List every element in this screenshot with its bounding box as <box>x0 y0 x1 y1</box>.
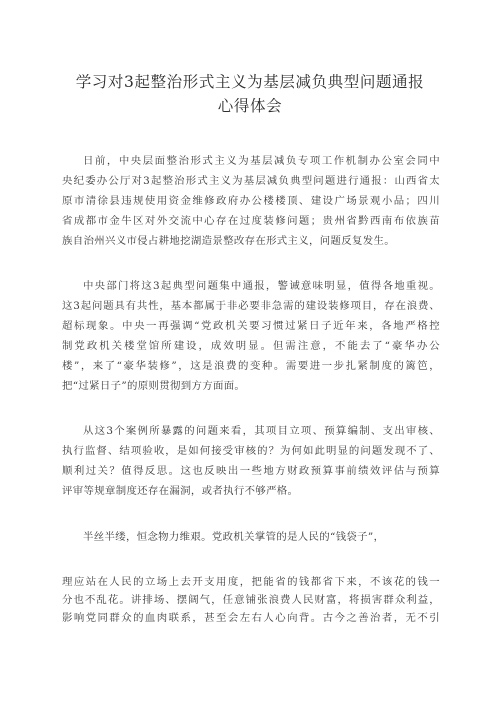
paragraph-line: 楼”，来了“豪华装修”，这是浪费的变种。需要进一步扎紧制度的篱笆， <box>62 360 440 372</box>
paragraph-line: 执行监督、结项验收，是如何接受审核的？为何如此明显的问题发现不了、 <box>62 445 440 457</box>
paragraph-line: 省成都市金牛区对外交流中心存在过度装修问题；贵州省黔西南布依族苗 <box>62 215 440 227</box>
paragraph-line: 从这3个案例所暴露的问题来看，其项目立项、预算编制、支出审核、 <box>83 425 440 437</box>
paragraph-line: 央纪委办公厅对3起整治形式主义为基层减负典型问题进行通报：山西省太 <box>62 175 440 187</box>
paragraph-line: 日前，中央层面整治形式主义为基层减负专项工作机制办公室会同中 <box>83 155 440 167</box>
paragraph-5 <box>62 573 440 627</box>
paragraph-line: 理应站在人民的立场上去开支用度，把能省的钱都省下来，不该花的钱一 <box>62 576 440 588</box>
paragraph-line: 分也不乱花。讲排场、摆阔气，任意铺张浪费人民财富，将损害群众利益， <box>62 594 440 606</box>
paragraph-2 <box>62 276 440 396</box>
paragraph-line: 这3起问题具有共性，基本都属于非必要非急需的建设装修项目，存在浪费、 <box>62 300 440 312</box>
paragraph-line: 族自治州兴义市侵占耕地挖湖造景整改存在形式主义，问题反复发生。 <box>62 235 395 247</box>
document-title-line-2: 心得体会 <box>217 97 283 115</box>
paragraph-line: 顺利过关？值得反思。这也反映出一些地方财政预算事前绩效评估与预算 <box>62 465 440 477</box>
paragraph-1 <box>62 151 440 251</box>
paragraph-line: 制党政机关楼堂馆所建设，成效明显。但需注意，不能去了“豪华办公 <box>62 340 440 352</box>
paragraph-line: 影响党同群众的血肉联系，甚至会左右人心向背。古今之善治者，无不引 <box>62 612 440 624</box>
paragraph-3 <box>62 421 440 501</box>
paragraph-line: 原市清徐县违规使用资金维修政府办公楼楼顶、建设广场景观小品；四川 <box>62 195 440 207</box>
paragraph-line: 评审等规章制度还存在漏洞，或者执行不够严格。 <box>62 485 299 497</box>
document-title-line-1: 学习对3起整治形式主义为基层减负典型问题通报 <box>75 73 425 91</box>
paragraph-4 <box>62 527 440 547</box>
paragraph-line: 把“过紧日子”的原则贯彻到方方面面。 <box>62 380 246 392</box>
paragraph-line: 半丝半缕，恒念物力维艰。党政机关掌管的是人民的“钱袋子”， <box>83 531 385 543</box>
paragraph-line: 中央部门将这3起典型问题集中通报，警诫意味明显，值得各地重视。 <box>83 280 440 292</box>
paragraph-line: 超标现象。中央一再强调“党政机关要习惯过紧日子近年来，各地严格控 <box>62 320 440 332</box>
